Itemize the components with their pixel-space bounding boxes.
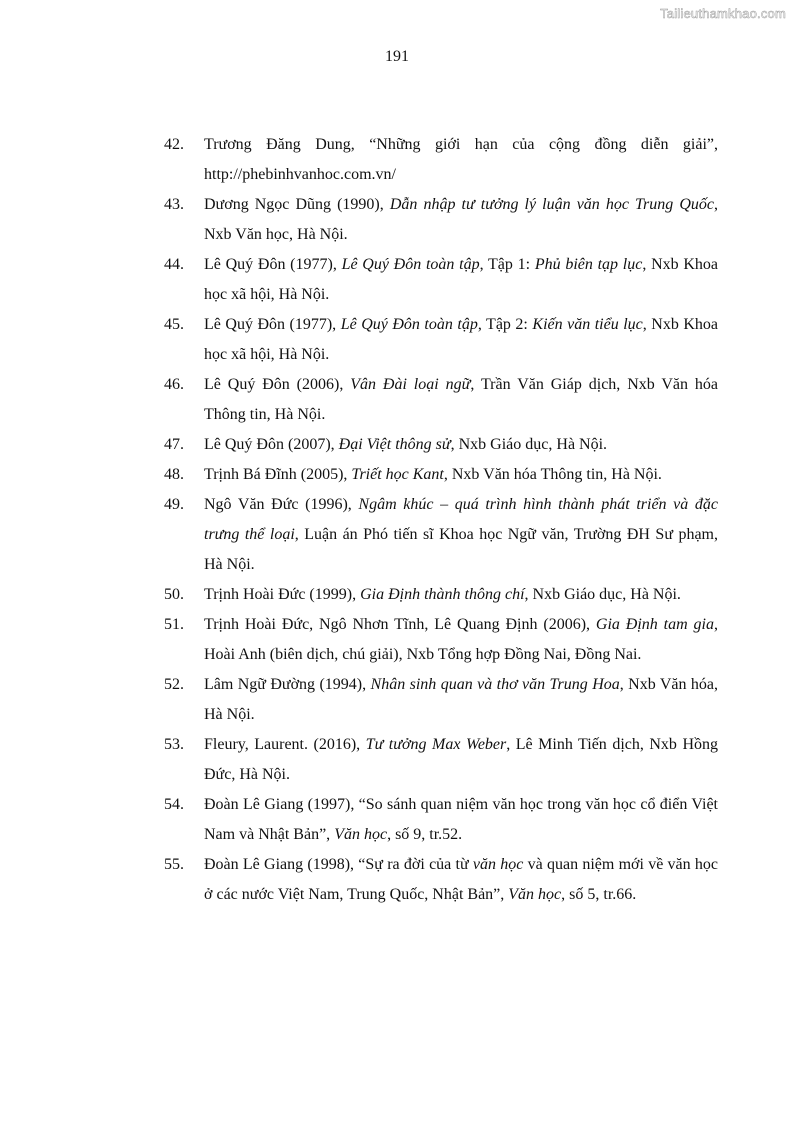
reference-item bbox=[164, 130, 718, 190]
reference-text: , số 5, tr.66. bbox=[561, 886, 637, 903]
reference-number: 53. bbox=[164, 736, 184, 753]
reference-text: Trương Đăng Dung, “Những giới hạn của cộng đồng diễn giải”, http://phebinhvanhoc.com.vn/ bbox=[204, 136, 718, 183]
reference-item bbox=[164, 850, 718, 910]
reference-text: Đoàn Lê Giang (1998), “Sự ra đời của từ bbox=[204, 856, 473, 873]
reference-text: , Hoài Anh (biên dịch, chú giải), Nxb Tổng hợp Đồng Nai, Đồng Nai. bbox=[204, 616, 718, 663]
reference-title-italic: văn học bbox=[472, 856, 524, 873]
reference-number: 51. bbox=[164, 616, 184, 633]
reference-text: , Nxb Giáo dục, Hà Nội. bbox=[450, 436, 608, 453]
reference-number: 45. bbox=[164, 316, 184, 333]
reference-item bbox=[164, 190, 718, 250]
reference-text: , Nxb Giáo dục, Hà Nội. bbox=[524, 586, 681, 603]
reference-text: , Trần Văn Giáp dịch, Nxb Văn hóa Thông tin, Hà Nội. bbox=[204, 376, 719, 423]
reference-text: Lê Quý Đôn (1977), bbox=[204, 256, 342, 273]
reference-title-italic: Tư tưởng Max Weber bbox=[365, 736, 507, 753]
reference-text: Đoàn Lê Giang (1997), “So sánh quan niệm văn học trong văn học cổ điển Việt Nam và Nhật Bản”, bbox=[204, 796, 718, 843]
reference-item bbox=[164, 730, 718, 790]
reference-title-italic: Văn học bbox=[334, 826, 388, 843]
reference-item bbox=[164, 250, 718, 310]
reference-title-italic: Lê Quý Đôn toàn tập bbox=[340, 316, 478, 333]
reference-number: 52. bbox=[164, 676, 184, 693]
reference-text: Dương Ngọc Dũng (1990), bbox=[204, 196, 390, 213]
reference-text: Trịnh Hoài Đức, Ngô Nhơn Tĩnh, Lê Quang Định (2006), bbox=[204, 616, 596, 633]
reference-text: , Nxb Văn học, Hà Nội. bbox=[204, 196, 719, 243]
reference-title-italic: Văn học bbox=[508, 886, 562, 903]
reference-text: , Tập 1: bbox=[479, 256, 535, 273]
reference-title-italic: Gia Định tam gia bbox=[595, 616, 714, 633]
reference-title-italic: Lê Quý Đôn toàn tập bbox=[341, 256, 480, 273]
reference-number: 48. bbox=[164, 466, 184, 483]
reference-text: Ngô Văn Đức (1996), bbox=[204, 496, 359, 513]
reference-title-italic: Gia Định thành thông chí bbox=[360, 586, 525, 603]
reference-number: 55. bbox=[164, 856, 184, 873]
reference-item bbox=[164, 610, 718, 670]
reference-text: và quan niệm mới về văn học ở các nước Việt Nam, Trung Quốc, Nhật Bản”, bbox=[204, 856, 719, 903]
page-number: 191 bbox=[385, 48, 409, 65]
reference-item bbox=[164, 670, 718, 730]
reference-title-italic: Triết học Kant bbox=[351, 466, 444, 483]
reference-item bbox=[164, 490, 718, 580]
reference-item bbox=[164, 580, 718, 610]
reference-item bbox=[164, 460, 718, 490]
reference-number: 46. bbox=[164, 376, 184, 393]
reference-number: 43. bbox=[164, 196, 184, 213]
reference-number: 42. bbox=[164, 136, 184, 153]
watermark: Tailieuthamkhao.com bbox=[660, 6, 786, 21]
reference-text: , số 9, tr.52. bbox=[387, 826, 463, 843]
reference-text: Lâm Ngữ Đường (1994), bbox=[204, 676, 371, 693]
reference-number: 49. bbox=[164, 496, 184, 513]
reference-text: , Luận án Phó tiến sĩ Khoa học Ngữ văn, Trường ĐH Sư phạm, Hà Nội. bbox=[204, 526, 718, 573]
reference-title-italic: Kiến văn tiểu lục bbox=[532, 316, 643, 333]
reference-text: Trịnh Hoài Đức (1999), bbox=[204, 586, 361, 603]
reference-text: , Tập 2: bbox=[477, 316, 533, 333]
reference-text: , Nxb Khoa học xã hội, Hà Nội. bbox=[204, 256, 719, 303]
reference-text: Trịnh Bá Đĩnh (2005), bbox=[204, 466, 352, 483]
reference-item bbox=[164, 310, 718, 370]
reference-title-italic: Dẫn nhập tư tưởng lý luận văn học Trung Quốc bbox=[389, 196, 715, 213]
reference-text: Fleury, Laurent. (2016), bbox=[204, 736, 366, 753]
reference-title-italic: Ngâm khúc – quá trình hình thành phát triển và đặc trưng thể loại bbox=[204, 496, 718, 543]
reference-title-italic: Nhân sinh quan và thơ văn Trung Hoa bbox=[370, 676, 620, 693]
reference-text: , Nxb Văn hóa, Hà Nội. bbox=[204, 676, 719, 723]
reference-text: Lê Quý Đôn (2007), bbox=[204, 436, 339, 453]
reference-text: Lê Quý Đôn (2006), bbox=[204, 376, 351, 393]
reference-item bbox=[164, 430, 718, 460]
reference-text: Lê Quý Đôn (1977), bbox=[204, 316, 341, 333]
reference-title-italic: Vân Đài loại ngữ bbox=[350, 376, 471, 393]
reference-number: 54. bbox=[164, 796, 184, 813]
reference-number: 44. bbox=[164, 256, 184, 273]
reference-list bbox=[164, 130, 718, 910]
reference-text: , Nxb Văn hóa Thông tin, Hà Nội. bbox=[443, 466, 662, 483]
reference-title-italic: Phủ biên tạp lục bbox=[534, 256, 643, 273]
reference-text: , Nxb Khoa học xã hội, Hà Nội. bbox=[204, 316, 719, 363]
reference-item bbox=[164, 790, 718, 850]
reference-item bbox=[164, 370, 718, 430]
reference-text: , Lê Minh Tiến dịch, Nxb Hồng Đức, Hà Nội. bbox=[204, 736, 719, 783]
reference-title-italic: Đại Việt thông sử bbox=[338, 436, 451, 453]
reference-number: 50. bbox=[164, 586, 184, 603]
reference-number: 47. bbox=[164, 436, 184, 453]
